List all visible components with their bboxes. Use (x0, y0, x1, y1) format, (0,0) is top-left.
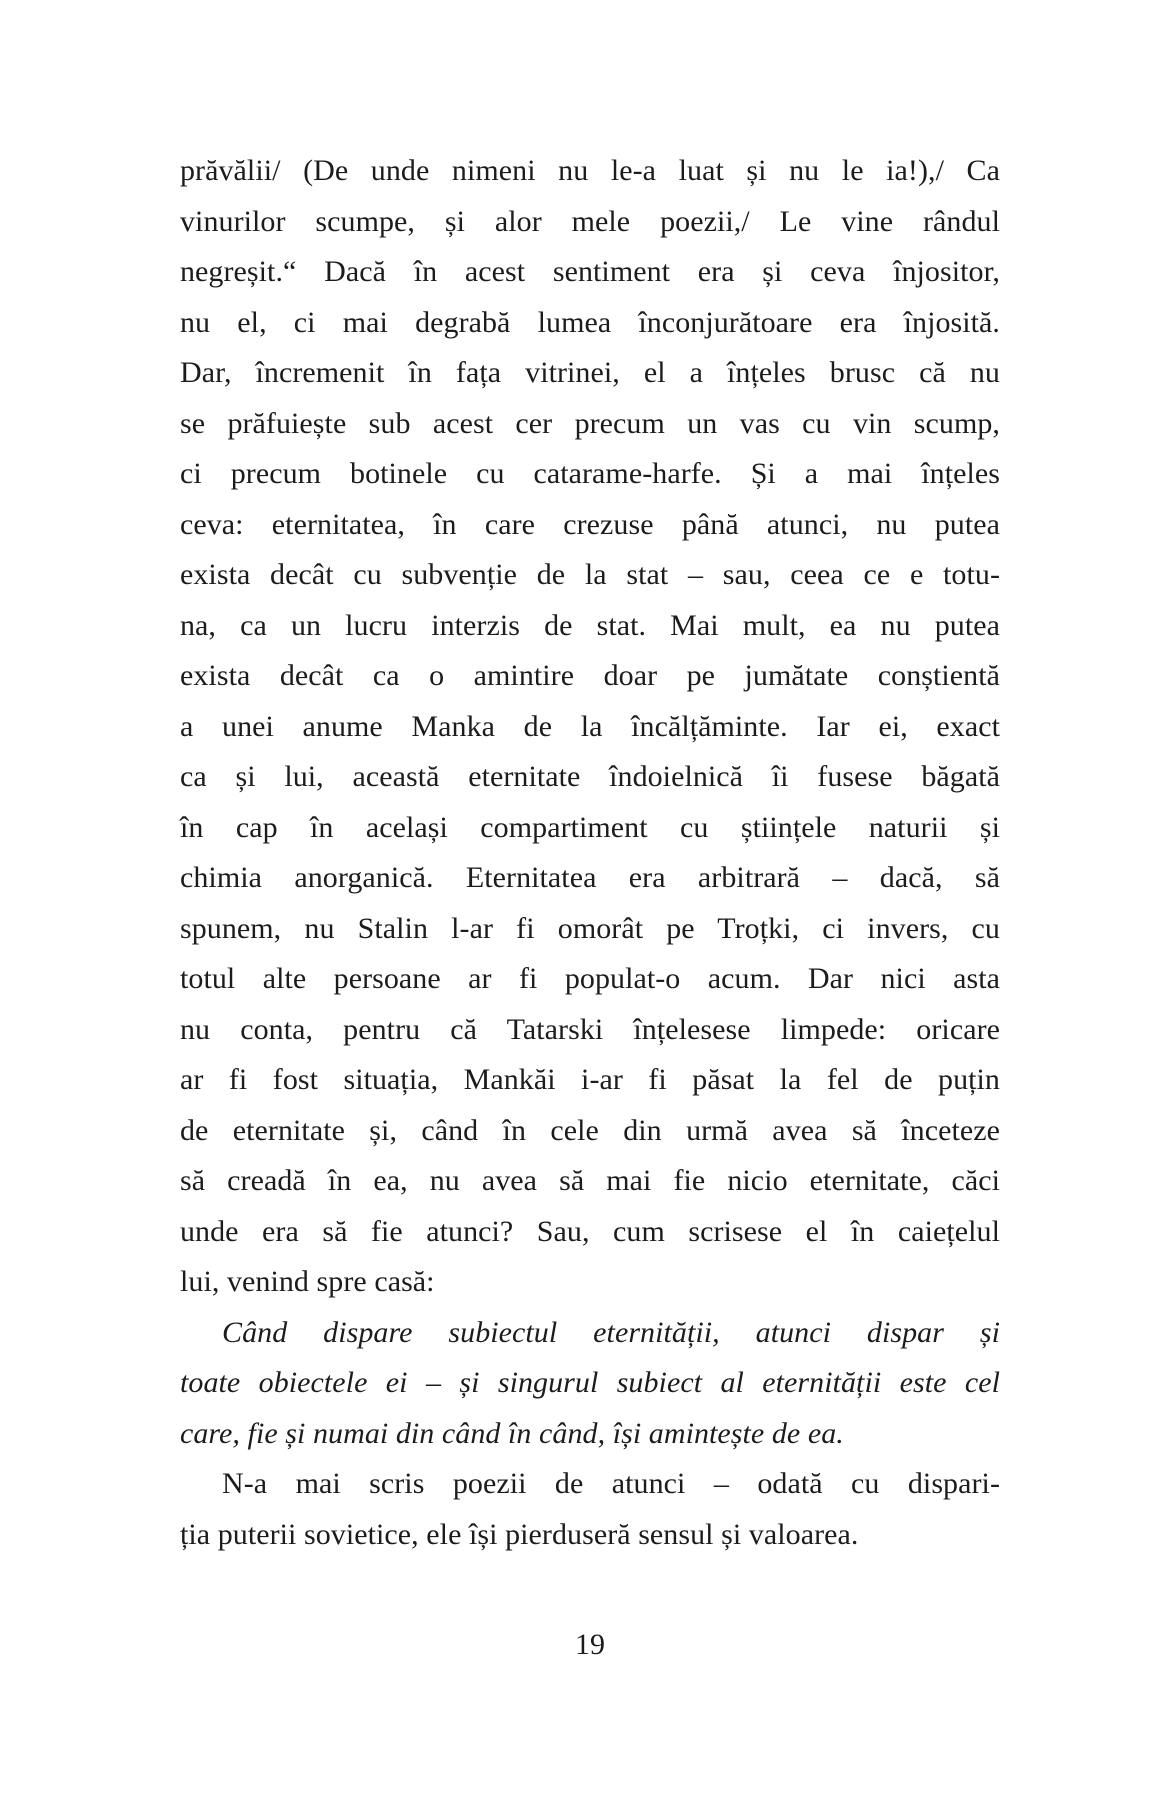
text-line: negreșit.“ Dacă în acest sentiment era și ceva înjositor, (180, 255, 1000, 288)
text-line: N-a mai scris poezii de atunci – odată cu dispari- (222, 1467, 1000, 1500)
text-line: nu el, ci mai degrabă lumea înconjurătoare era înjosită. (180, 305, 1000, 339)
text-line: toate obiectele ei – și singurul subiect al eternității este cel (180, 1366, 1000, 1399)
text-line: exista decât ca o amintire doar pe jumătate conștientă (180, 659, 1000, 692)
text-line: ția puterii sovietice, ele își pierduseră sensul și valoarea. (180, 1517, 859, 1551)
text-line: ar fi fost situația, Mankăi i-ar fi păsat la fel de puțin (180, 1063, 1000, 1096)
paragraph-closing (180, 1459, 1000, 1560)
text-line: totul alte persoane ar fi populat-o acum. Dar nici asta (180, 962, 1000, 995)
text-line: unde era să fie atunci? Sau, cum scrisese el în caiețelul (180, 1214, 1000, 1248)
text-line: prăvălii/ (De unde nimeni nu le-a luat și nu le ia!),/ Ca (180, 154, 1000, 187)
paragraph-continuation (180, 146, 1000, 1308)
text-line: în cap în același compartiment cu științele naturii și (180, 810, 1000, 844)
paragraph-quote-italic (180, 1308, 1000, 1460)
text-line: se prăfuiește sub acest cer precum un vas cu vin scump, (180, 406, 1000, 440)
text-line: care, fie și numai din când în când, își amintește de ea. (180, 1416, 844, 1450)
page-number: 19 (575, 1628, 605, 1661)
text-line: na, ca un lucru interzis de stat. Mai mult, ea nu putea (180, 608, 1000, 642)
text-line: nu conta, pentru că Tatarski înțelesese limpede: oricare (180, 1012, 1000, 1046)
text-line: chimia anorganică. Eternitatea era arbitrară – dacă, să (180, 861, 1000, 894)
text-line: ceva: eternitatea, în care crezuse până atunci, nu putea (180, 507, 1000, 541)
text-line: Când dispare subiectul eternității, atunci dispar și (222, 1315, 1000, 1349)
page-text-block (180, 146, 1000, 1560)
text-line: Dar, încremenit în fața vitrinei, el a înțeles brusc că nu (180, 356, 1000, 389)
text-line: de eternitate și, când în cele din urmă avea să înceteze (180, 1113, 1000, 1147)
text-line: exista decât cu subvenție de la stat – sau, ceea ce e totu- (180, 558, 1000, 591)
text-line: spunem, nu Stalin l-ar fi omorât pe Troțki, ci invers, cu (180, 911, 1000, 945)
text-line: lui, venind spre casă: (180, 1265, 435, 1298)
text-line: a unei anume Manka de la încălțăminte. Iar ei, exact (180, 709, 1000, 743)
text-line: ci precum botinele cu catarame-harfe. Și a mai înțeles (180, 457, 1000, 490)
text-line: vinurilor scumpe, și alor mele poezii,/ Le vine rândul (180, 204, 1000, 238)
text-line: să creadă în ea, nu avea să mai fie nicio eternitate, căci (180, 1164, 1000, 1197)
text-line: ca și lui, această eternitate îndoielnică îi fusese băgată (180, 760, 1000, 793)
